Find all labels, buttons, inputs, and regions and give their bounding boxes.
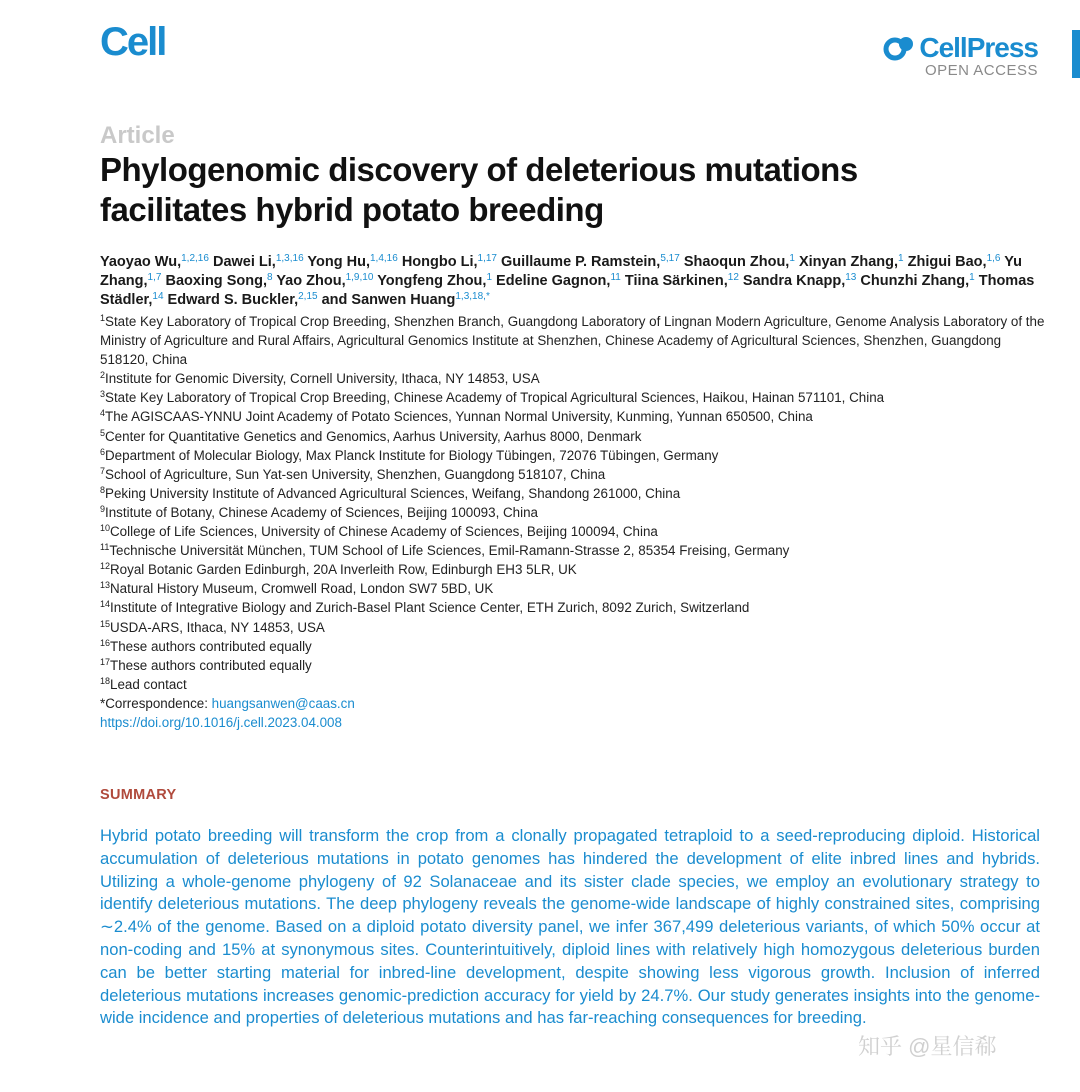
affiliation-number: 4 (100, 408, 106, 419)
author (799, 254, 904, 270)
author-name: Dawei Li, (212, 254, 276, 270)
author-affiliation-marker: 1 (486, 272, 493, 283)
author (377, 273, 492, 289)
correspondence-label: *Correspondence: (100, 695, 212, 711)
affiliation-text: These authors contributed equally (110, 657, 312, 673)
affiliation-text: Department of Molecular Biology, Max Planck Institute for Biology Tübingen, 72076 Tübingen, Germany (105, 447, 719, 463)
affiliation-number: 9 (100, 503, 106, 514)
author-affiliation-marker: 1,7 (147, 272, 162, 283)
affiliation-number: 16 (100, 637, 111, 648)
affiliation-item (100, 618, 1050, 637)
affiliation-number: 15 (100, 618, 111, 629)
author-affiliation-marker: 1,3,18,* (455, 291, 490, 302)
author-name: Xinyan Zhang, (798, 254, 899, 270)
author-list (100, 253, 1050, 310)
publisher-badge (883, 32, 1038, 79)
affiliation-text: Royal Botanic Garden Edinburgh, 20A Inverleith Row, Edinburgh EH3 5LR, UK (110, 562, 577, 578)
affiliation-text: Natural History Museum, Cromwell Road, London SW7 5BD, UK (110, 581, 494, 597)
affiliation-number: 17 (100, 656, 111, 667)
affiliation-item (100, 560, 1050, 579)
author-name: Yongfeng Zhou, (377, 273, 487, 289)
affiliation-item (100, 369, 1050, 388)
article-title: Phylogenomic discovery of deleterious mutations facilitates hybrid potato breeding (100, 151, 858, 228)
author-affiliation-marker: 1,2,16 (181, 253, 209, 264)
doi-link[interactable]: https://doi.org/10.1016/j.cell.2023.04.008 (100, 714, 342, 730)
affiliation-number: 8 (100, 484, 106, 495)
affiliation-text: College of Life Sciences, University of Chinese Academy of Sciences, Beijing 100094, China (110, 524, 658, 540)
author-name: Edward S. Buckler, (167, 292, 299, 308)
author-name: Edeline Gagnon, (496, 273, 611, 289)
affiliation-text: State Key Laboratory of Tropical Crop Breeding, Chinese Academy of Tropical Agricultural Sciences, Haikou, Hainan 571101, China (105, 390, 885, 406)
affiliation-text: Institute of Integrative Biology and Zurich-Basel Plant Science Center, ETH Zurich, 8092 Zurich, Switzerland (110, 600, 750, 616)
author (684, 254, 795, 270)
watermark: 知乎 @星信郗 (858, 1034, 997, 1059)
author (307, 254, 397, 270)
author-name: Tiina Särkinen, (624, 273, 728, 289)
author (625, 273, 739, 289)
journal-logo: Cell (100, 20, 166, 64)
author-name: Yu Zhang, (100, 254, 1022, 289)
affiliation-item (100, 637, 1050, 656)
affiliation-item (100, 598, 1050, 617)
affiliation-item (100, 427, 1050, 446)
affiliation-item (100, 579, 1050, 598)
author-affiliation-marker: 1 (969, 272, 975, 283)
affiliation-item (100, 541, 1050, 560)
author-name: Baoxing Song, (165, 273, 267, 289)
author (276, 273, 373, 289)
affiliation-text: USDA-ARS, Ithaca, NY 14853, USA (110, 619, 325, 635)
author (168, 292, 318, 308)
affiliation-text: The AGISCAAS-YNNU Joint Academy of Potato Sciences, Yunnan Normal University, Kunming, Yunnan 650500, China (105, 409, 813, 425)
affiliation-item (100, 446, 1050, 465)
author (213, 254, 304, 270)
affiliation-item (100, 675, 1050, 694)
affiliation-item (100, 312, 1050, 369)
author-affiliation-marker: 1 (789, 253, 795, 264)
author-affiliation-marker: 14 (152, 291, 164, 302)
affiliation-number: 10 (100, 523, 111, 534)
author (908, 254, 1001, 270)
affiliation-item (100, 503, 1050, 522)
affiliation-number: 7 (100, 465, 106, 476)
affiliation-number: 2 (100, 370, 106, 381)
affiliation-text: These authors contributed equally (110, 638, 312, 654)
author-name: Hongbo Li, (401, 254, 478, 270)
summary-text: Hybrid potato breeding will transform the crop from a clonally propagated tetraploid to a seed-reproducing diploid. Historical accumulation of deleterious mutations in potato genomes has hindered the development of elite inbred lines and hybrids. Utilizing a whole-genome phylogeny of 92 Solanaceae and its sister clade species, we employ an evolutionary strategy to identify deleterious mutations. The deep phylogeny reveals the genome-wide landscape of highly constrained sites, comprising ∼2.4% of the genome. Based on a diploid potato diversity panel, we infer 367,499 deleterious variants, of which 50% occur at non-coding and 15% at synonymous sites. Counterintuitively, diploid lines with relatively high homozygous deleterious burden can be better starting material for inbred-line development, despite showing less vigorous growth. Inclusion of inferred deleterious mutations increases genomic-prediction accuracy for yield by 24.7%. Our study generates insights into the genome-wide incidence and properties of deleterious mutations and has far-reaching consequences for breeding. (100, 826, 1040, 1028)
publisher-name: CellPress (919, 32, 1038, 63)
cellpress-logo-icon (883, 33, 917, 63)
summary-heading: SUMMARY (100, 787, 177, 803)
open-access-label: OPEN ACCESS (924, 62, 1038, 79)
author-name: Yao Zhou, (276, 273, 346, 289)
author-name: Yong Hu, (307, 254, 370, 270)
affiliation-item (100, 407, 1050, 426)
author-name: Sandra Knapp, (742, 273, 846, 289)
author-name: Zhigui Bao, (907, 254, 987, 270)
accent-bar (1072, 30, 1080, 78)
affiliation-text: Technische Universität München, TUM School of Life Sciences, Emil-Ramann-Strasse 2, 85354 Freising, Germany (109, 543, 790, 559)
author-name: Yaoyao Wu, (100, 254, 182, 270)
author (501, 254, 680, 270)
author-affiliation-marker: 1,17 (477, 253, 497, 264)
affiliation-number: 3 (100, 389, 106, 400)
author (322, 292, 490, 308)
correspondence (100, 694, 1050, 713)
author (496, 273, 621, 289)
author-name: Shaoqun Zhou, (683, 254, 790, 270)
author-affiliation-marker: 1 (898, 253, 904, 264)
affiliation-item (100, 484, 1050, 503)
author-name: and Sanwen Huang (321, 292, 456, 308)
author (860, 273, 974, 289)
author-affiliation-marker: 2,15 (298, 291, 318, 302)
author-affiliation-marker: 1,4,16 (369, 253, 398, 264)
affiliation-number: 18 (100, 675, 111, 686)
author-name: Thomas Städler, (100, 273, 1035, 308)
author (743, 273, 856, 289)
article-type: Article (100, 122, 175, 149)
affiliation-item (100, 465, 1050, 484)
author (100, 254, 209, 270)
author (165, 273, 272, 289)
affiliations (100, 312, 1050, 732)
affiliation-text: Institute of Botany, Chinese Academy of Sciences, Beijing 100093, China (105, 504, 538, 520)
affiliation-text: Peking University Institute of Advanced Agricultural Sciences, Weifang, Shandong 261000, China (105, 485, 681, 501)
affiliation-number: 1 (100, 313, 106, 323)
affiliation-text: State Key Laboratory of Tropical Crop Breeding, Shenzhen Branch, Guangdong Laboratory of Lingnan Modern Agriculture, Genome Analysis Laboratory of the Ministry of Agriculture and Rural Affairs, Agricultural Genomics Institute at Shenzhen, Chinese Academy of Agricultural Sciences, Shenzhen, Guangdong 518120, China (100, 314, 1045, 368)
author-name: Chunzhi Zhang, (860, 273, 970, 289)
affiliation-text: School of Agriculture, Sun Yat-sen University, Shenzhen, Guangdong 518107, China (105, 466, 606, 482)
affiliation-number: 13 (100, 580, 111, 591)
author-affiliation-marker: 1,3,16 (275, 253, 304, 264)
affiliation-number: 14 (100, 599, 111, 610)
author-affiliation-marker: 5,17 (660, 253, 680, 264)
author-affiliation-marker: 11 (610, 272, 621, 283)
author-affiliation-marker: 1,6 (986, 253, 1001, 264)
affiliation-item (100, 388, 1050, 407)
affiliation-number: 11 (100, 542, 110, 553)
author-affiliation-marker: 12 (727, 272, 739, 283)
affiliation-number: 6 (100, 446, 106, 457)
affiliation-text: Institute for Genomic Diversity, Cornell University, Ithaca, NY 14853, USA (105, 371, 540, 387)
author-affiliation-marker: 13 (845, 272, 857, 283)
affiliation-text: Lead contact (110, 676, 187, 692)
affiliation-number: 12 (100, 561, 111, 572)
affiliation-item (100, 522, 1050, 541)
affiliation-number: 5 (100, 427, 106, 438)
affiliation-text: Center for Quantitative Genetics and Genomics, Aarhus University, Aarhus 8000, Denmark (105, 428, 642, 444)
correspondence-email-link[interactable]: huangsanwen@caas.cn (211, 695, 355, 711)
author-affiliation-marker: 8 (266, 272, 273, 283)
affiliation-item (100, 656, 1050, 675)
author-affiliation-marker: 1,9,10 (345, 272, 374, 283)
author-name: Guillaume P. Ramstein, (501, 254, 661, 270)
author (402, 254, 497, 270)
